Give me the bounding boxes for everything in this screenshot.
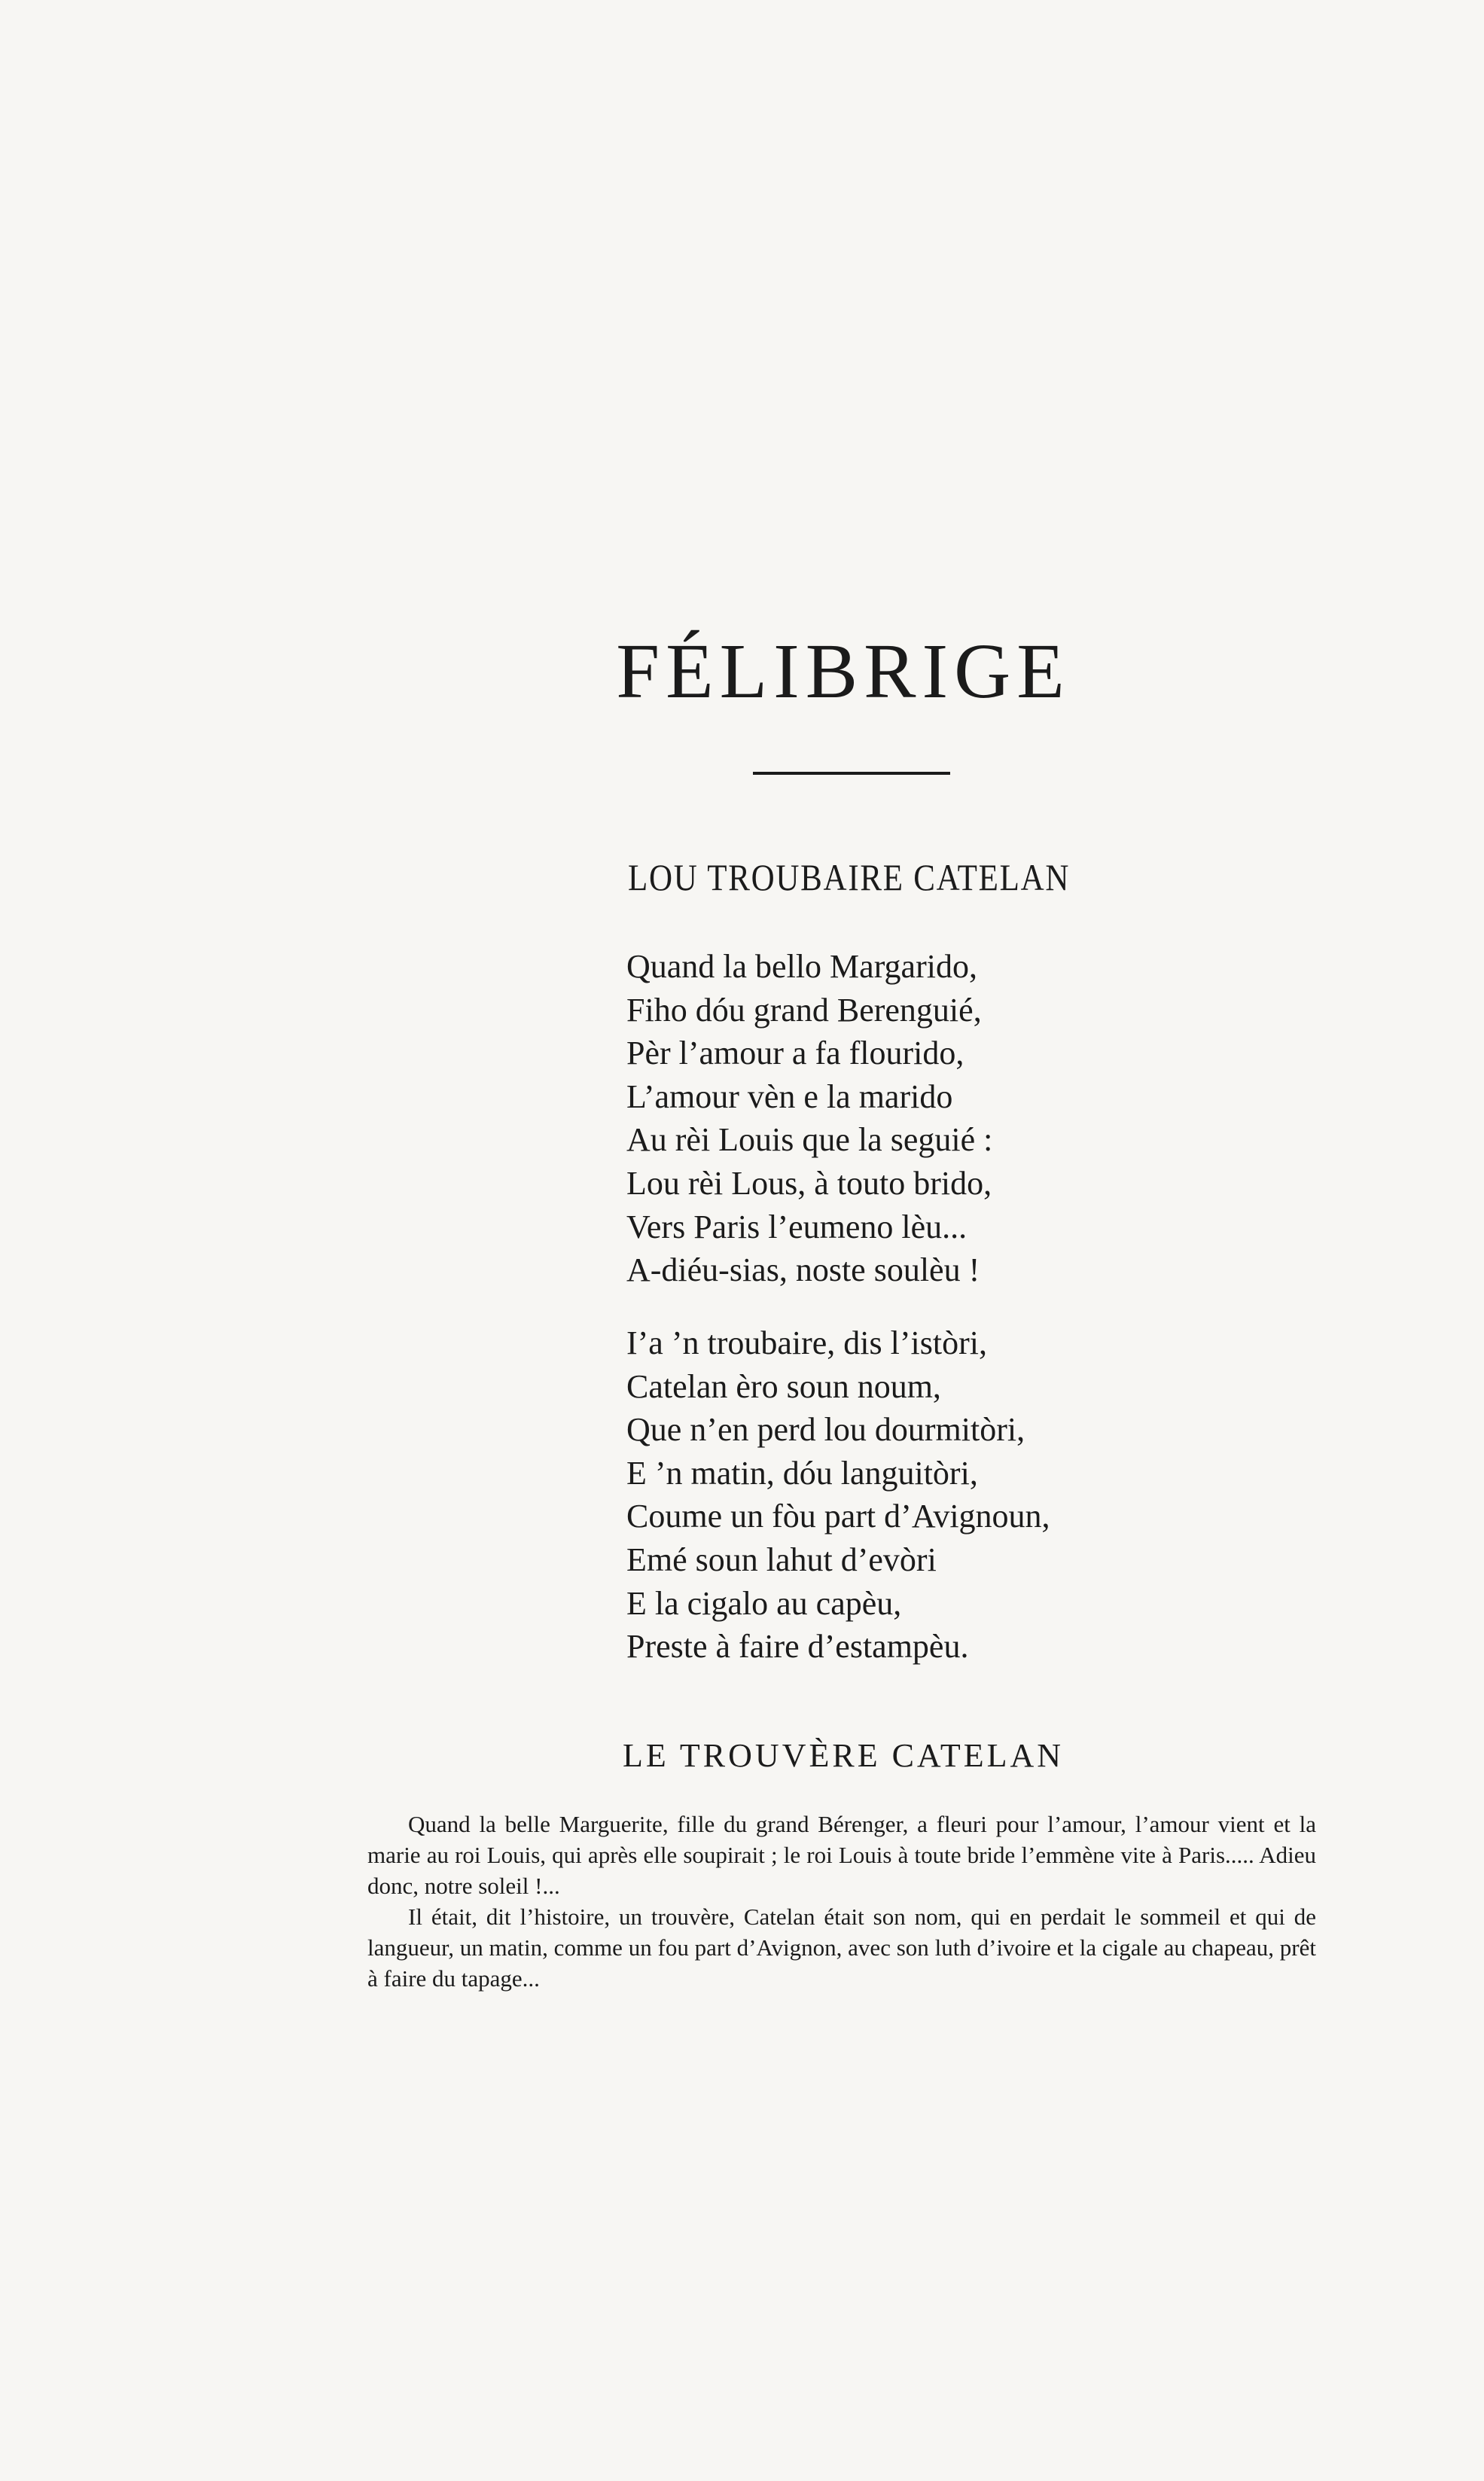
poem-line: Pèr l’amour a fa flourido,: [626, 1035, 964, 1072]
heading-rule: [753, 772, 950, 775]
poem-line: E la cigalo au capèu,: [626, 1584, 902, 1622]
poem-line: Que n’en perd lou dourmitòri,: [626, 1411, 1025, 1449]
poem-stanza-2: [626, 1321, 1050, 1669]
poem-line: Preste à faire d’estampèu.: [626, 1628, 969, 1666]
poem-stanza-1: [626, 945, 992, 1292]
poem-line: L’amour vèn e la marido: [626, 1077, 953, 1115]
poem-line: E ’n matin, dóu languitòri,: [626, 1454, 978, 1492]
poem-line: Catelan èro soun noum,: [626, 1367, 941, 1405]
poem-line: Lou rèi Lous, à touto brido,: [626, 1164, 992, 1202]
poem-line: Emé soun lahut d’evòri: [626, 1541, 937, 1578]
poem-line: Vers Paris l’eumeno lèu...: [626, 1208, 967, 1245]
page-heading: FÉLIBRIGE: [616, 628, 1071, 715]
poem-line: Coume un fòu part d’Avignoun,: [626, 1498, 1050, 1535]
poem-title: LOU TROUBAIRE CATELAN: [628, 856, 1071, 898]
translation-paragraph-1: Quand la belle Marguerite, fille du grand Bérenger, a fleuri pour l’amour, l’amour vient et la marie au roi Louis, qui après elle soupirait ; le roi Louis à toute bride l’emmène vite à Paris..... Adieu donc, notre soleil !...: [367, 1811, 1316, 1899]
poem-line: A-diéu-sias, noste soulèu !: [626, 1251, 980, 1289]
translation-paragraph-2: Il était, dit l’histoire, un trouvère, Catelan était son nom, qui en perdait le sommeil et qui de langueur, un matin, comme un fou part d’Avignon, avec son luth d’ivoire et la cigale au chapeau, prêt à faire du tapage...: [367, 1903, 1316, 1992]
poem-line: I’a ’n troubaire, dis l’istòri,: [626, 1324, 987, 1361]
poem-line: Quand la bello Margarido,: [626, 948, 977, 985]
poem-line: Fiho dóu grand Berenguié,: [626, 991, 982, 1029]
poem-line: Au rèi Louis que la seguié :: [626, 1121, 993, 1159]
translation-title: LE TROUVÈRE CATELAN: [622, 1737, 1065, 1774]
